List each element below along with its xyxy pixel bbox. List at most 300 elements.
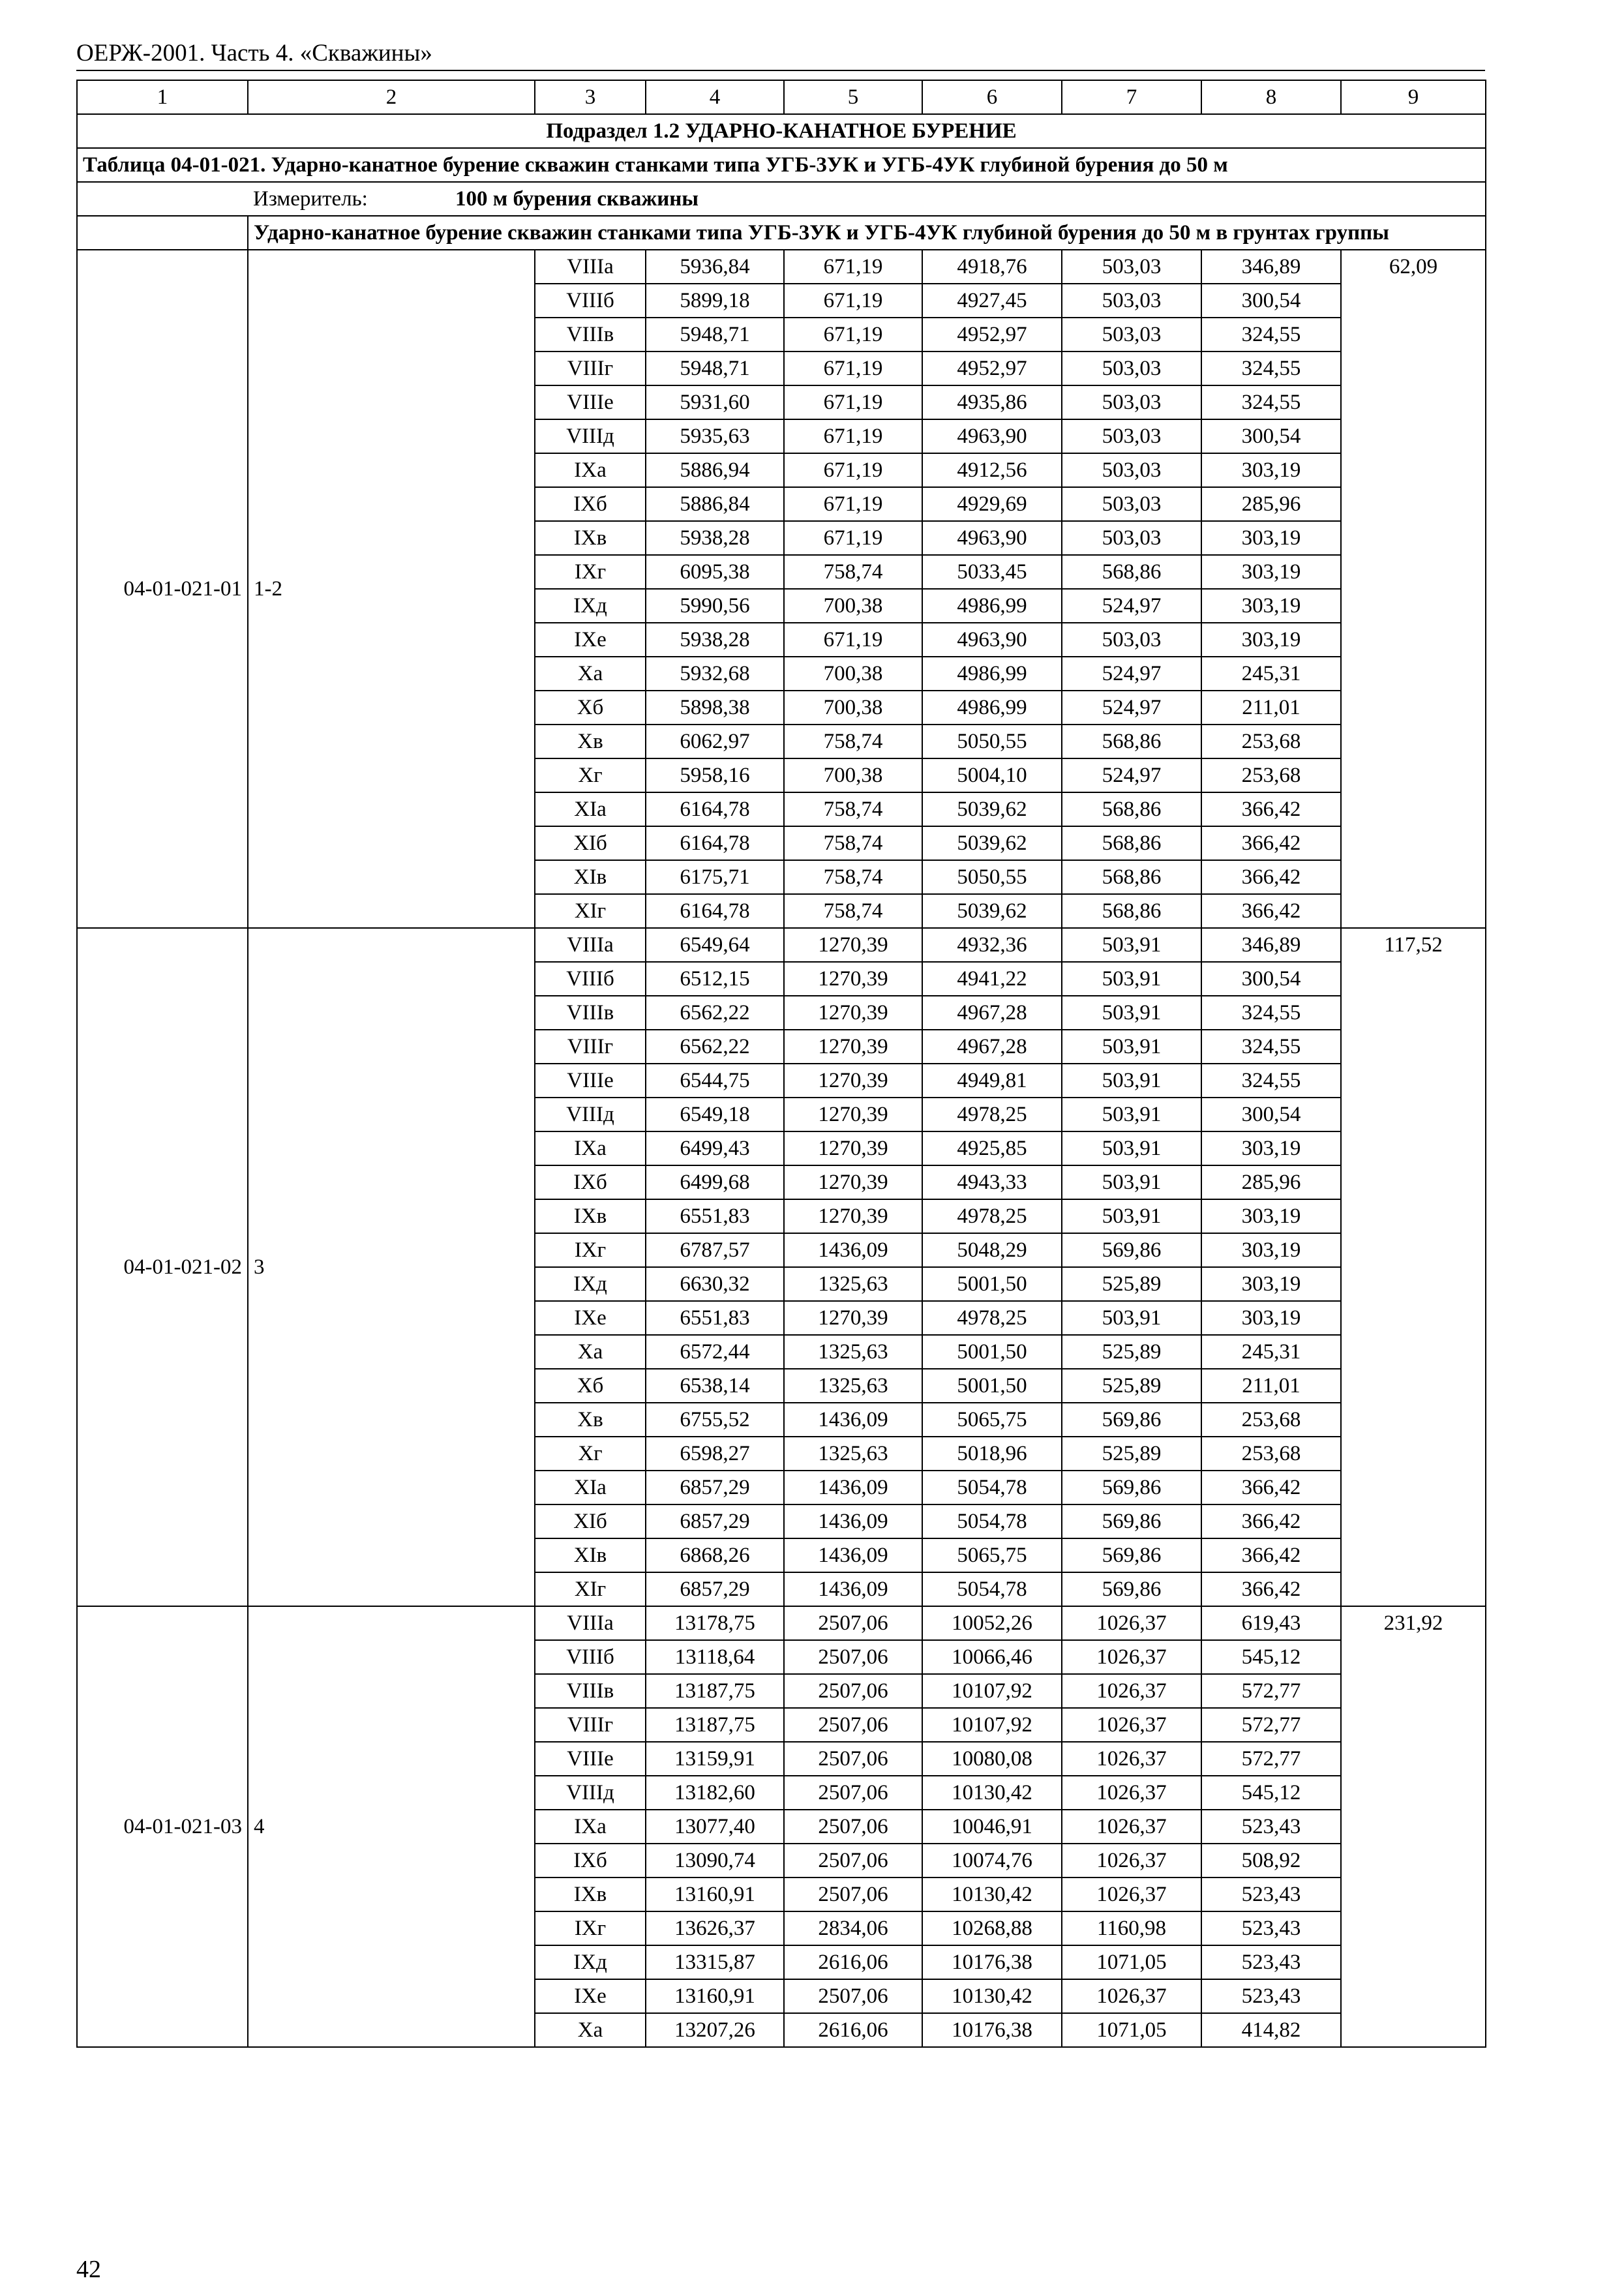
total-cost: 13626,37 <box>646 1911 784 1945</box>
soil-category: VIIIг <box>535 1708 646 1742</box>
labor-hours: 117,52 <box>1341 928 1486 1606</box>
total-cost: 5948,71 <box>646 318 784 352</box>
machinist-wage: 569,86 <box>1062 1233 1201 1267</box>
materials-cost: 366,42 <box>1201 792 1341 826</box>
total-cost: 6175,71 <box>646 860 784 894</box>
materials-cost: 285,96 <box>1201 1165 1341 1199</box>
total-cost: 13315,87 <box>646 1945 784 1979</box>
total-cost: 6499,43 <box>646 1131 784 1165</box>
labor-cost: 700,38 <box>784 758 922 792</box>
total-cost: 6868,26 <box>646 1538 784 1572</box>
total-cost: 5886,94 <box>646 453 784 487</box>
machinist-wage: 503,03 <box>1062 623 1201 657</box>
materials-cost: 303,19 <box>1201 1267 1341 1301</box>
labor-cost: 700,38 <box>784 657 922 691</box>
labor-cost: 758,74 <box>784 860 922 894</box>
materials-cost: 303,19 <box>1201 1131 1341 1165</box>
table-row <box>77 250 1486 284</box>
norms-table <box>76 80 1486 2048</box>
labor-cost: 1270,39 <box>784 962 922 996</box>
machine-cost: 10176,38 <box>922 1945 1062 1979</box>
total-cost: 5990,56 <box>646 589 784 623</box>
soil-category: XIв <box>535 1538 646 1572</box>
materials-cost: 324,55 <box>1201 1064 1341 1098</box>
measure-value: 100 м бурения скважины <box>455 187 699 211</box>
machinist-wage: 503,91 <box>1062 1030 1201 1064</box>
materials-cost: 245,31 <box>1201 1335 1341 1369</box>
column-number: 4 <box>646 80 784 114</box>
total-cost: 13077,40 <box>646 1810 784 1844</box>
total-cost: 6544,75 <box>646 1064 784 1098</box>
labor-cost: 671,19 <box>784 453 922 487</box>
materials-cost: 523,43 <box>1201 1911 1341 1945</box>
soil-group: 3 <box>248 928 535 1606</box>
labor-cost: 700,38 <box>784 691 922 725</box>
total-cost: 6512,15 <box>646 962 784 996</box>
machine-cost: 10107,92 <box>922 1674 1062 1708</box>
materials-cost: 211,01 <box>1201 1369 1341 1403</box>
materials-cost: 508,92 <box>1201 1844 1341 1878</box>
total-cost: 13207,26 <box>646 2013 784 2047</box>
materials-cost: 545,12 <box>1201 1776 1341 1810</box>
machinist-wage: 503,03 <box>1062 318 1201 352</box>
soil-category: VIIIд <box>535 419 646 453</box>
machine-cost: 5039,62 <box>922 792 1062 826</box>
machine-cost: 10130,42 <box>922 1979 1062 2013</box>
soil-category: IXв <box>535 1878 646 1911</box>
soil-category: XIа <box>535 792 646 826</box>
total-cost: 6164,78 <box>646 894 784 928</box>
measure-spacer <box>77 182 248 216</box>
materials-cost: 346,89 <box>1201 928 1341 962</box>
soil-category: IXг <box>535 1911 646 1945</box>
soil-group: 1-2 <box>248 250 535 928</box>
soil-category: VIIIв <box>535 318 646 352</box>
soil-category: IXв <box>535 1199 646 1233</box>
total-cost: 6787,57 <box>646 1233 784 1267</box>
machine-cost: 5001,50 <box>922 1369 1062 1403</box>
machine-cost: 10046,91 <box>922 1810 1062 1844</box>
machinist-wage: 525,89 <box>1062 1437 1201 1471</box>
column-numbers-row <box>77 80 1486 114</box>
materials-cost: 366,42 <box>1201 1504 1341 1538</box>
machine-cost: 10066,46 <box>922 1640 1062 1674</box>
soil-category: IXа <box>535 1810 646 1844</box>
materials-cost: 324,55 <box>1201 318 1341 352</box>
column-number: 2 <box>248 80 535 114</box>
soil-category: Xб <box>535 691 646 725</box>
machine-cost: 5054,78 <box>922 1471 1062 1504</box>
labor-cost: 1270,39 <box>784 1165 922 1199</box>
labor-cost: 1436,09 <box>784 1504 922 1538</box>
total-cost: 13178,75 <box>646 1606 784 1640</box>
materials-cost: 619,43 <box>1201 1606 1341 1640</box>
machinist-wage: 1026,37 <box>1062 1776 1201 1810</box>
soil-category: VIIIв <box>535 1674 646 1708</box>
materials-cost: 253,68 <box>1201 1403 1341 1437</box>
labor-cost: 671,19 <box>784 318 922 352</box>
materials-cost: 300,54 <box>1201 419 1341 453</box>
soil-category: Xа <box>535 2013 646 2047</box>
machine-cost: 10130,42 <box>922 1878 1062 1911</box>
labor-cost: 671,19 <box>784 352 922 385</box>
machine-cost: 5054,78 <box>922 1504 1062 1538</box>
materials-cost: 545,12 <box>1201 1640 1341 1674</box>
materials-cost: 253,68 <box>1201 758 1341 792</box>
materials-cost: 523,43 <box>1201 1878 1341 1911</box>
total-cost: 6598,27 <box>646 1437 784 1471</box>
soil-category: XIг <box>535 894 646 928</box>
materials-cost: 303,19 <box>1201 1233 1341 1267</box>
soil-category: IXг <box>535 1233 646 1267</box>
soil-category: Xа <box>535 657 646 691</box>
machinist-wage: 1026,37 <box>1062 1606 1201 1640</box>
table-row <box>77 928 1486 962</box>
machine-cost: 5033,45 <box>922 555 1062 589</box>
labor-cost: 1436,09 <box>784 1233 922 1267</box>
total-cost: 6499,68 <box>646 1165 784 1199</box>
machine-cost: 4929,69 <box>922 487 1062 521</box>
machinist-wage: 503,91 <box>1062 1131 1201 1165</box>
measure-row <box>77 182 1486 216</box>
soil-category: IXе <box>535 1301 646 1335</box>
total-cost: 6538,14 <box>646 1369 784 1403</box>
total-cost: 13160,91 <box>646 1878 784 1911</box>
machinist-wage: 1026,37 <box>1062 1979 1201 2013</box>
total-cost: 6857,29 <box>646 1471 784 1504</box>
machine-cost: 4986,99 <box>922 657 1062 691</box>
column-number: 5 <box>784 80 922 114</box>
labor-cost: 1436,09 <box>784 1471 922 1504</box>
machine-cost: 4932,36 <box>922 928 1062 962</box>
soil-category: XIв <box>535 860 646 894</box>
total-cost: 6551,83 <box>646 1199 784 1233</box>
soil-category: IXб <box>535 1844 646 1878</box>
labor-cost: 671,19 <box>784 521 922 555</box>
machine-cost: 10080,08 <box>922 1742 1062 1776</box>
column-number: 3 <box>535 80 646 114</box>
machine-cost: 5004,10 <box>922 758 1062 792</box>
materials-cost: 285,96 <box>1201 487 1341 521</box>
machine-cost: 5048,29 <box>922 1233 1062 1267</box>
soil-category: IXд <box>535 589 646 623</box>
machine-cost: 4952,97 <box>922 352 1062 385</box>
soil-group: 4 <box>248 1606 535 2047</box>
labor-cost: 1436,09 <box>784 1403 922 1437</box>
materials-cost: 366,42 <box>1201 1471 1341 1504</box>
soil-category: IXа <box>535 453 646 487</box>
labor-cost: 2507,06 <box>784 1742 922 1776</box>
machine-cost: 5050,55 <box>922 860 1062 894</box>
soil-category: IXв <box>535 521 646 555</box>
materials-cost: 366,42 <box>1201 1572 1341 1606</box>
labor-cost: 1270,39 <box>784 1064 922 1098</box>
total-cost: 6549,64 <box>646 928 784 962</box>
machinist-wage: 569,86 <box>1062 1504 1201 1538</box>
running-header: ОЕРЖ-2001. Часть 4. «Скважины» <box>76 40 432 67</box>
total-cost: 5948,71 <box>646 352 784 385</box>
soil-category: VIIIв <box>535 996 646 1030</box>
total-cost: 6562,22 <box>646 996 784 1030</box>
soil-category: Xв <box>535 1403 646 1437</box>
materials-cost: 253,68 <box>1201 725 1341 758</box>
materials-cost: 572,77 <box>1201 1708 1341 1742</box>
machinist-wage: 503,91 <box>1062 1098 1201 1131</box>
total-cost: 13182,60 <box>646 1776 784 1810</box>
total-cost: 5938,28 <box>646 623 784 657</box>
total-cost: 6572,44 <box>646 1335 784 1369</box>
machinist-wage: 503,91 <box>1062 928 1201 962</box>
machinist-wage: 503,91 <box>1062 1199 1201 1233</box>
labor-cost: 2616,06 <box>784 1945 922 1979</box>
materials-cost: 366,42 <box>1201 826 1341 860</box>
total-cost: 6857,29 <box>646 1572 784 1606</box>
machinist-wage: 503,03 <box>1062 521 1201 555</box>
machinist-wage: 503,03 <box>1062 487 1201 521</box>
machine-cost: 4925,85 <box>922 1131 1062 1165</box>
materials-cost: 324,55 <box>1201 385 1341 419</box>
labor-cost: 1325,63 <box>784 1437 922 1471</box>
table-row <box>77 1606 1486 1640</box>
machine-cost: 5039,62 <box>922 894 1062 928</box>
machinist-wage: 569,86 <box>1062 1538 1201 1572</box>
materials-cost: 303,19 <box>1201 623 1341 657</box>
machine-cost: 4978,25 <box>922 1301 1062 1335</box>
machine-cost: 4963,90 <box>922 419 1062 453</box>
materials-cost: 300,54 <box>1201 1098 1341 1131</box>
soil-category: XIб <box>535 1504 646 1538</box>
soil-category: IXб <box>535 1165 646 1199</box>
materials-cost: 303,19 <box>1201 555 1341 589</box>
subsection-row <box>77 114 1486 148</box>
labor-cost: 2507,06 <box>784 1776 922 1810</box>
machine-cost: 4943,33 <box>922 1165 1062 1199</box>
materials-cost: 366,42 <box>1201 860 1341 894</box>
materials-cost: 572,77 <box>1201 1674 1341 1708</box>
machinist-wage: 1071,05 <box>1062 1945 1201 1979</box>
soil-category: IXд <box>535 1945 646 1979</box>
total-cost: 5936,84 <box>646 250 784 284</box>
machine-cost: 4935,86 <box>922 385 1062 419</box>
machine-cost: 4967,28 <box>922 1030 1062 1064</box>
total-cost: 13187,75 <box>646 1674 784 1708</box>
machine-cost: 4978,25 <box>922 1199 1062 1233</box>
labor-cost: 1436,09 <box>784 1538 922 1572</box>
labor-cost: 2834,06 <box>784 1911 922 1945</box>
machinist-wage: 524,97 <box>1062 691 1201 725</box>
soil-category: Xг <box>535 1437 646 1471</box>
table-title-row <box>77 148 1486 182</box>
labor-cost: 758,74 <box>784 792 922 826</box>
labor-cost: 671,19 <box>784 623 922 657</box>
machine-cost: 4952,97 <box>922 318 1062 352</box>
machinist-wage: 503,03 <box>1062 352 1201 385</box>
soil-category: VIIIе <box>535 1064 646 1098</box>
soil-category: VIIIд <box>535 1098 646 1131</box>
total-cost: 6857,29 <box>646 1504 784 1538</box>
machine-cost: 5065,75 <box>922 1538 1062 1572</box>
materials-cost: 324,55 <box>1201 1030 1341 1064</box>
soil-category: VIIIе <box>535 385 646 419</box>
subsection-title: Подраздел 1.2 УДАРНО-КАНАТНОЕ БУРЕНИЕ <box>77 114 1486 148</box>
total-cost: 5938,28 <box>646 521 784 555</box>
machinist-wage: 524,97 <box>1062 758 1201 792</box>
description-spacer <box>77 216 248 250</box>
machine-cost: 4967,28 <box>922 996 1062 1030</box>
materials-cost: 300,54 <box>1201 284 1341 318</box>
labor-cost: 2507,06 <box>784 1810 922 1844</box>
machine-cost: 4949,81 <box>922 1064 1062 1098</box>
rate-code: 04-01-021-01 <box>77 250 248 928</box>
total-cost: 5931,60 <box>646 385 784 419</box>
labor-cost: 671,19 <box>784 250 922 284</box>
total-cost: 13187,75 <box>646 1708 784 1742</box>
page-number: 42 <box>76 2256 101 2283</box>
machinist-wage: 503,03 <box>1062 385 1201 419</box>
machinist-wage: 525,89 <box>1062 1267 1201 1301</box>
labor-cost: 1270,39 <box>784 996 922 1030</box>
soil-category: Xв <box>535 725 646 758</box>
machinist-wage: 1026,37 <box>1062 1640 1201 1674</box>
labor-cost: 2507,06 <box>784 1979 922 2013</box>
machine-cost: 4918,76 <box>922 250 1062 284</box>
materials-cost: 572,77 <box>1201 1742 1341 1776</box>
total-cost: 6095,38 <box>646 555 784 589</box>
labor-cost: 2507,06 <box>784 1606 922 1640</box>
soil-category: VIIIа <box>535 250 646 284</box>
machinist-wage: 503,03 <box>1062 284 1201 318</box>
labor-cost: 2507,06 <box>784 1878 922 1911</box>
machine-cost: 5065,75 <box>922 1403 1062 1437</box>
total-cost: 6062,97 <box>646 725 784 758</box>
soil-category: Xа <box>535 1335 646 1369</box>
column-number: 8 <box>1201 80 1341 114</box>
description-row <box>77 216 1486 250</box>
materials-cost: 414,82 <box>1201 2013 1341 2047</box>
total-cost: 6562,22 <box>646 1030 784 1064</box>
rate-code: 04-01-021-02 <box>77 928 248 1606</box>
materials-cost: 253,68 <box>1201 1437 1341 1471</box>
total-cost: 5886,84 <box>646 487 784 521</box>
labor-cost: 2507,06 <box>784 1674 922 1708</box>
machine-cost: 10176,38 <box>922 2013 1062 2047</box>
table-title: Таблица 04-01-021. Ударно-канатное бурение скважин станками типа УГБ-3УК и УГБ-4УК глубиной бурения до 50 м <box>77 148 1486 182</box>
materials-cost: 303,19 <box>1201 453 1341 487</box>
total-cost: 5899,18 <box>646 284 784 318</box>
labor-cost: 758,74 <box>784 894 922 928</box>
measure-cell <box>248 182 1486 216</box>
soil-category: VIIIб <box>535 962 646 996</box>
machine-cost: 5050,55 <box>922 725 1062 758</box>
measure-label: Измеритель: <box>253 187 368 211</box>
total-cost: 6755,52 <box>646 1403 784 1437</box>
soil-category: VIIIб <box>535 1640 646 1674</box>
description-text: Ударно-канатное бурение скважин станками типа УГБ-3УК и УГБ-4УК глубиной бурения до 50 м в грунтах группы <box>248 216 1486 250</box>
total-cost: 13090,74 <box>646 1844 784 1878</box>
soil-category: VIIIг <box>535 1030 646 1064</box>
machinist-wage: 1026,37 <box>1062 1742 1201 1776</box>
machine-cost: 4978,25 <box>922 1098 1062 1131</box>
soil-category: IXа <box>535 1131 646 1165</box>
soil-category: VIIIд <box>535 1776 646 1810</box>
labor-cost: 1270,39 <box>784 1199 922 1233</box>
machine-cost: 10052,26 <box>922 1606 1062 1640</box>
materials-cost: 523,43 <box>1201 1979 1341 2013</box>
machinist-wage: 569,86 <box>1062 1471 1201 1504</box>
soil-category: XIг <box>535 1572 646 1606</box>
labor-cost: 2507,06 <box>784 1844 922 1878</box>
soil-category: IXд <box>535 1267 646 1301</box>
machinist-wage: 525,89 <box>1062 1335 1201 1369</box>
labor-hours: 231,92 <box>1341 1606 1486 2047</box>
labor-cost: 758,74 <box>784 725 922 758</box>
total-cost: 6164,78 <box>646 826 784 860</box>
machinist-wage: 568,86 <box>1062 792 1201 826</box>
labor-cost: 1325,63 <box>784 1335 922 1369</box>
soil-category: VIIIе <box>535 1742 646 1776</box>
materials-cost: 211,01 <box>1201 691 1341 725</box>
machinist-wage: 1026,37 <box>1062 1844 1201 1878</box>
machinist-wage: 568,86 <box>1062 725 1201 758</box>
soil-category: VIIIб <box>535 284 646 318</box>
column-number: 6 <box>922 80 1062 114</box>
labor-cost: 1436,09 <box>784 1572 922 1606</box>
machinist-wage: 503,03 <box>1062 419 1201 453</box>
soil-category: VIIIа <box>535 928 646 962</box>
machinist-wage: 1026,37 <box>1062 1674 1201 1708</box>
machinist-wage: 524,97 <box>1062 589 1201 623</box>
machinist-wage: 524,97 <box>1062 657 1201 691</box>
total-cost: 6630,32 <box>646 1267 784 1301</box>
total-cost: 6164,78 <box>646 792 784 826</box>
labor-cost: 1325,63 <box>784 1369 922 1403</box>
labor-cost: 1270,39 <box>784 1131 922 1165</box>
labor-cost: 758,74 <box>784 826 922 860</box>
soil-category: Xб <box>535 1369 646 1403</box>
soil-category: Xг <box>535 758 646 792</box>
machinist-wage: 525,89 <box>1062 1369 1201 1403</box>
labor-cost: 2507,06 <box>784 1640 922 1674</box>
materials-cost: 300,54 <box>1201 962 1341 996</box>
machine-cost: 4927,45 <box>922 284 1062 318</box>
total-cost: 5898,38 <box>646 691 784 725</box>
machinist-wage: 503,91 <box>1062 1064 1201 1098</box>
machinist-wage: 1071,05 <box>1062 2013 1201 2047</box>
machine-cost: 4912,56 <box>922 453 1062 487</box>
machine-cost: 4941,22 <box>922 962 1062 996</box>
labor-hours: 62,09 <box>1341 250 1486 928</box>
machinist-wage: 503,03 <box>1062 453 1201 487</box>
machinist-wage: 503,91 <box>1062 962 1201 996</box>
soil-category: XIа <box>535 1471 646 1504</box>
labor-cost: 1270,39 <box>784 1030 922 1064</box>
machine-cost: 4986,99 <box>922 589 1062 623</box>
total-cost: 6551,83 <box>646 1301 784 1335</box>
soil-category: XIб <box>535 826 646 860</box>
soil-category: IXг <box>535 555 646 589</box>
machinist-wage: 568,86 <box>1062 826 1201 860</box>
machinist-wage: 1160,98 <box>1062 1911 1201 1945</box>
soil-category: IXе <box>535 1979 646 2013</box>
materials-cost: 324,55 <box>1201 996 1341 1030</box>
column-number: 9 <box>1341 80 1486 114</box>
machine-cost: 10107,92 <box>922 1708 1062 1742</box>
total-cost: 13159,91 <box>646 1742 784 1776</box>
machinist-wage: 503,91 <box>1062 1301 1201 1335</box>
materials-cost: 303,19 <box>1201 521 1341 555</box>
rate-code: 04-01-021-03 <box>77 1606 248 2047</box>
materials-cost: 366,42 <box>1201 1538 1341 1572</box>
